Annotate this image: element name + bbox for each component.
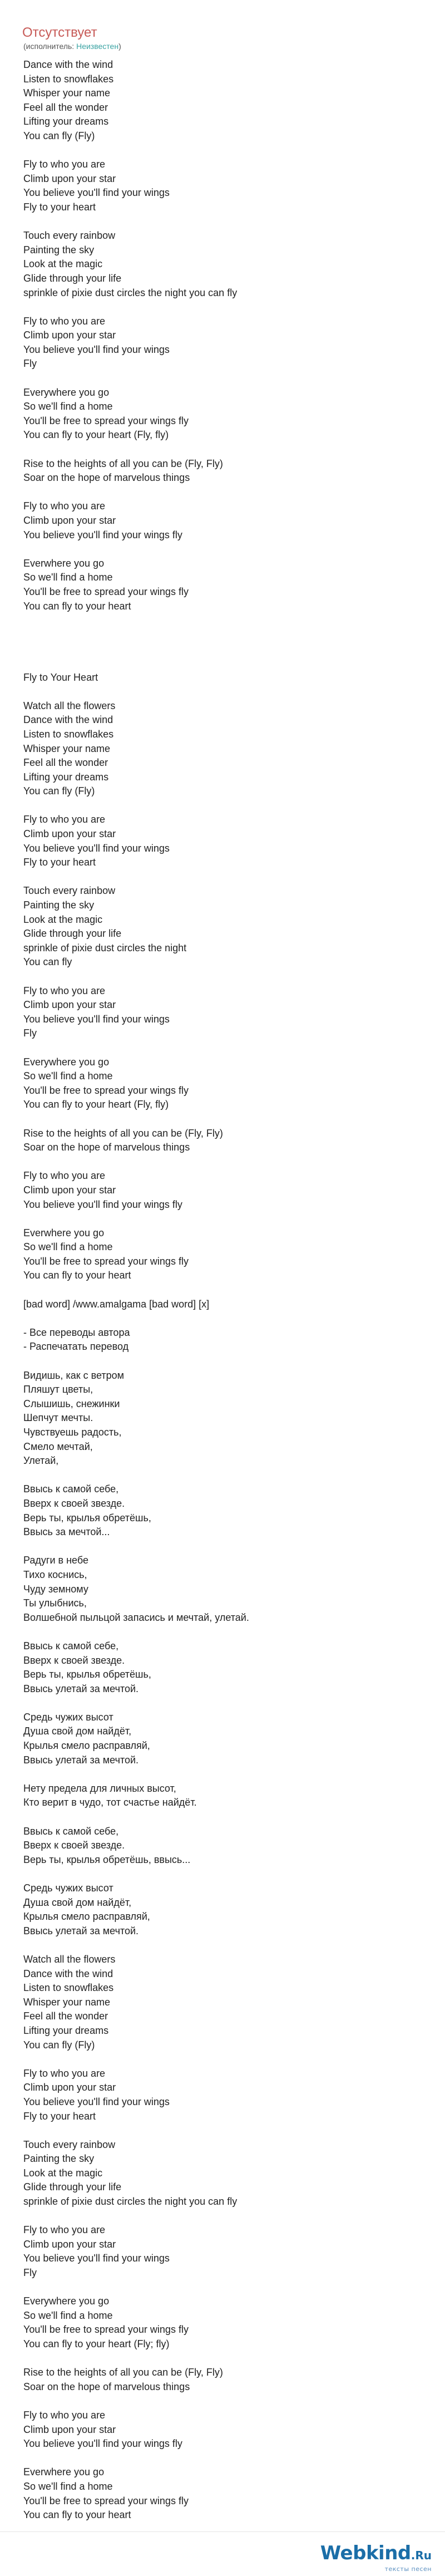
lyric-line: So we'll find a home: [23, 1241, 113, 1253]
lyric-line: Touch every rainbow: [23, 230, 116, 242]
lyric-line: Ввысь улетай за мечтой.: [23, 1754, 139, 1766]
lyric-line: Вверх к своей звезде.: [23, 1840, 125, 1851]
lyric-line: [bad word] /www.amalgama [bad word] [x]: [23, 1298, 210, 1310]
lyric-line: Look at the magic: [23, 2167, 103, 2179]
lyric-line: [23, 1938, 413, 1953]
lyric-line: Слышишь, снежинки: [23, 1398, 120, 1409]
lyric-line: You can fly to your heart (Fly, fly): [23, 429, 169, 441]
lyric-line: [23, 1283, 413, 1297]
lyric-line: [23, 2209, 413, 2224]
lyric-line: Climb upon your star: [23, 2238, 116, 2250]
lyric-line: Climb upon your star: [23, 330, 116, 341]
lyric-line: [23, 1867, 413, 1881]
lyric-line: Fly to who you are: [23, 1170, 106, 1182]
lyric-line: Lifting your dreams: [23, 771, 109, 783]
lyric-line: Climb upon your star: [23, 828, 116, 840]
lyric-line: Lifting your dreams: [23, 2024, 109, 2036]
lyric-line: You'll be free to spread your wings fly: [23, 415, 189, 426]
lyric-line: Чувствуешь радость,: [23, 1427, 122, 1438]
lyric-line: So we'll find a home: [23, 2309, 113, 2321]
performer-link[interactable]: Неизвестен: [76, 42, 119, 51]
lyric-line: You'll be free to spread your wings fly: [23, 2495, 189, 2506]
lyric-line: Touch every rainbow: [23, 885, 116, 897]
lyric-line: Волшебной пыльцой запасись и мечтай, улетай.: [23, 1611, 249, 1623]
lyric-line: Ввысь к самой себе,: [23, 1483, 119, 1495]
lyric-line: You believe you'll find your wings fly: [23, 2438, 182, 2450]
lyric-line: Ввысь улетай за мечтой.: [23, 1925, 139, 1936]
lyric-line: [23, 1112, 413, 1127]
lyric-line: You can fly (Fly): [23, 785, 95, 797]
lyric-line: Look at the magic: [23, 913, 103, 925]
lyric-line: Шепчут мечты.: [23, 1412, 93, 1424]
lyric-line: Whisper your name: [23, 87, 111, 99]
lyric-line: Пляшут цветы,: [23, 1384, 93, 1395]
lyric-line: You believe you'll find your wings: [23, 187, 170, 199]
lyric-line: Rise to the heights of all you can be (Fly, Fly): [23, 1127, 223, 1139]
lyric-line: Everywhere you go: [23, 386, 110, 398]
lyric-line: Крылья смело расправляй,: [23, 1740, 150, 1752]
lyric-line: [23, 215, 413, 229]
lyric-line: [23, 1767, 413, 1782]
lyric-line: Feel all the wonder: [23, 757, 108, 769]
lyric-line: [23, 799, 413, 813]
lyric-line: [23, 144, 413, 158]
lyric-line: [23, 685, 413, 699]
lyric-line: - Распечатать перевод: [23, 1341, 129, 1353]
lyric-line: Everywhere you go: [23, 1056, 110, 1068]
lyric-line: So we'll find a home: [23, 2480, 113, 2492]
lyric-line: Fly to who you are: [23, 2067, 106, 2079]
performer-prefix: (исполнитель:: [23, 42, 77, 51]
lyric-line: [23, 1696, 413, 1710]
lyric-line: Climb upon your star: [23, 173, 116, 184]
lyric-line: [23, 2052, 413, 2067]
lyric-line: Fly to who you are: [23, 985, 106, 996]
performer-suffix: ): [118, 42, 121, 51]
lyric-line: Чуду земному: [23, 1583, 88, 1595]
lyrics-text: [23, 58, 413, 2523]
lyric-line: [23, 1625, 413, 1639]
performer-line: [23, 41, 121, 51]
lyric-line: Touch every rainbow: [23, 2139, 116, 2150]
lyric-line: You can fly to your heart: [23, 1270, 131, 1281]
lyric-line: Dance with the wind: [23, 714, 113, 726]
lyric-line: Радуги в небе: [23, 1555, 88, 1566]
lyric-line: Fly to who you are: [23, 2224, 106, 2236]
lyric-line: Ввысь к самой себе,: [23, 1640, 119, 1651]
lyric-line: [23, 300, 413, 314]
lyric-line: [23, 970, 413, 984]
lyric-line: Ввысь улетай за мечтой.: [23, 1683, 139, 1694]
lyric-line: Dance with the wind: [23, 1968, 113, 1979]
lyric-line: [23, 2451, 413, 2466]
lyric-line: Душа свой дом найдёт,: [23, 1896, 132, 1908]
lyric-line: Listen to snowflakes: [23, 73, 114, 85]
lyric-line: You can fly to your heart (Fly, fly): [23, 1099, 169, 1110]
lyric-line: You can fly to your heart: [23, 600, 131, 612]
lyric-line: You can fly to your heart (Fly; fly): [23, 2338, 170, 2349]
lyric-line: You can fly (Fly): [23, 2039, 95, 2051]
lyric-line: Fly to your heart: [23, 857, 96, 868]
lyric-line: [23, 2394, 413, 2408]
lyric-line: Everwhere you go: [23, 557, 105, 569]
lyric-line: Средь чужих высот: [23, 1882, 113, 1894]
lyric-line: You believe you'll find your wings: [23, 2096, 170, 2107]
lyric-line: Верь ты, крылья обретёшь, ввысь...: [23, 1854, 191, 1865]
lyric-line: Fly to who you are: [23, 2409, 106, 2421]
lyric-line: Everwhere you go: [23, 1227, 105, 1238]
lyric-line: Painting the sky: [23, 899, 95, 911]
footer-divider: [0, 2531, 445, 2532]
lyric-line: You believe you'll find your wings: [23, 343, 170, 355]
lyric-line: - Все переводы автора: [23, 1326, 130, 1338]
lyric-line: Soar on the hope of marvelous things: [23, 2381, 190, 2392]
lyric-line: [23, 2352, 413, 2366]
lyric-line: [23, 1354, 413, 1369]
lyric-line: [23, 485, 413, 500]
lyric-line: Rise to the heights of all you can be (Fly, Fly): [23, 458, 223, 469]
lyric-line: [23, 656, 413, 671]
lyric-line: Ввысь к самой себе,: [23, 1825, 119, 1837]
lyric-line: [23, 542, 413, 557]
lyric-line: Glide through your life: [23, 272, 122, 284]
lyric-line: Средь чужих высот: [23, 1711, 113, 1723]
lyric-line: Fly: [23, 2267, 37, 2279]
lyric-line: Climb upon your star: [23, 2082, 116, 2093]
lyric-line: sprinkle of pixie dust circles the night you can fly: [23, 2196, 238, 2208]
lyric-line: Кто верит в чудо, тот счастье найдёт.: [23, 1797, 197, 1808]
lyric-line: Fly to your heart: [23, 201, 96, 213]
lyric-line: Watch all the flowers: [23, 1953, 116, 1965]
lyric-line: Видишь, как с ветром: [23, 1369, 125, 1381]
lyric-line: You can fly to your heart: [23, 2509, 131, 2521]
lyric-line: Fly to who you are: [23, 315, 106, 327]
lyric-line: [23, 1540, 413, 1554]
lyric-line: You'll be free to spread your wings fly: [23, 1255, 189, 1267]
lyric-line: Fly to your heart: [23, 2110, 96, 2122]
lyric-line: sprinkle of pixie dust circles the night: [23, 942, 187, 953]
lyric-line: Fly to Your Heart: [23, 671, 98, 683]
lyric-line: Вверх к своей звезде.: [23, 1654, 125, 1666]
lyric-line: [23, 1468, 413, 1483]
lyric-line: Climb upon your star: [23, 2423, 116, 2435]
lyric-line: Fly to who you are: [23, 814, 106, 825]
lyric-line: Everywhere you go: [23, 2295, 110, 2307]
lyric-line: You believe you'll find your wings fly: [23, 529, 182, 540]
lyric-line: [23, 642, 413, 656]
site-logo-tagline: тексты песен: [384, 2565, 432, 2573]
lyric-line: Тихо коснись,: [23, 1569, 87, 1580]
lyric-line: Ввысь за мечтой...: [23, 1526, 110, 1538]
lyric-line: Everwhere you go: [23, 2466, 105, 2478]
lyric-line: [23, 2280, 413, 2295]
lyric-line: Look at the magic: [23, 258, 103, 270]
lyric-line: So we'll find a home: [23, 401, 113, 412]
page-title: Отсутствует: [22, 25, 97, 40]
lyric-line: Climb upon your star: [23, 515, 116, 526]
lyric-line: Fly to who you are: [23, 500, 106, 512]
lyric-line: [23, 1041, 413, 1055]
lyric-line: Feel all the wonder: [23, 2010, 108, 2022]
lyric-line: Glide through your life: [23, 2181, 122, 2193]
lyric-line: [23, 2123, 413, 2138]
lyric-line: So we'll find a home: [23, 572, 113, 583]
lyric-line: You'll be free to spread your wings fly: [23, 1084, 189, 1096]
site-logo-name: Webkind: [320, 2542, 411, 2564]
lyric-line: You'll be free to spread your wings fly: [23, 2324, 189, 2336]
lyric-line: [23, 443, 413, 457]
lyric-line: Нету предела для личных высот,: [23, 1782, 176, 1794]
lyric-line: Вверх к своей звезде.: [23, 1497, 125, 1509]
lyric-line: Climb upon your star: [23, 999, 116, 1011]
lyric-line: Listen to snowflakes: [23, 1982, 114, 1994]
lyric-line: Painting the sky: [23, 2153, 95, 2165]
lyric-line: You believe you'll find your wings: [23, 1013, 170, 1025]
lyric-line: Улетай,: [23, 1455, 59, 1467]
lyric-line: [23, 371, 413, 386]
lyric-line: Dance with the wind: [23, 59, 113, 70]
lyric-line: You believe you'll find your wings: [23, 2253, 170, 2264]
lyric-line: Soar on the hope of marvelous things: [23, 472, 190, 484]
lyric-line: Listen to snowflakes: [23, 728, 114, 740]
lyric-line: Ты улыбнись,: [23, 1597, 87, 1609]
lyric-line: Fly to who you are: [23, 159, 106, 170]
lyric-line: Climb upon your star: [23, 1184, 116, 1196]
site-logo-tld: .Ru: [411, 2549, 432, 2562]
lyric-line: Glide through your life: [23, 928, 122, 940]
lyric-line: Whisper your name: [23, 1996, 111, 2008]
lyric-line: Rise to the heights of all you can be (Fly, Fly): [23, 2367, 223, 2378]
lyric-line: [23, 1212, 413, 1226]
lyric-line: Крылья смело расправляй,: [23, 1911, 150, 1923]
lyric-line: You'll be free to spread your wings fly: [23, 586, 189, 597]
lyric-line: [23, 1810, 413, 1825]
lyric-line: [23, 628, 413, 642]
lyric-line: Fly: [23, 358, 37, 370]
lyric-line: sprinkle of pixie dust circles the night you can fly: [23, 287, 238, 298]
lyric-line: Смело мечтай,: [23, 1441, 93, 1452]
lyric-line: So we'll find a home: [23, 1070, 113, 1082]
lyric-line: Painting the sky: [23, 244, 95, 255]
lyric-line: Lifting your dreams: [23, 116, 109, 127]
lyric-line: Whisper your name: [23, 743, 111, 754]
lyric-line: [23, 1311, 413, 1326]
lyric-line: You can fly (Fly): [23, 130, 95, 141]
lyric-line: [23, 1155, 413, 1169]
site-logo[interactable]: [320, 2544, 432, 2572]
lyric-line: Watch all the flowers: [23, 700, 116, 711]
lyric-line: Feel all the wonder: [23, 101, 108, 113]
lyric-line: Душа свой дом найдёт,: [23, 1725, 132, 1737]
lyric-line: Soar on the hope of marvelous things: [23, 1142, 190, 1153]
lyric-line: You can fly: [23, 956, 72, 968]
lyric-line: [23, 613, 413, 628]
lyric-line: [23, 870, 413, 884]
lyric-line: Верь ты, крылья обретёшь,: [23, 1669, 151, 1680]
lyric-line: You believe you'll find your wings: [23, 842, 170, 854]
lyric-line: Верь ты, крылья обретёшь,: [23, 1512, 151, 1523]
lyric-line: Fly: [23, 1028, 37, 1039]
lyric-line: You believe you'll find your wings fly: [23, 1198, 182, 1210]
